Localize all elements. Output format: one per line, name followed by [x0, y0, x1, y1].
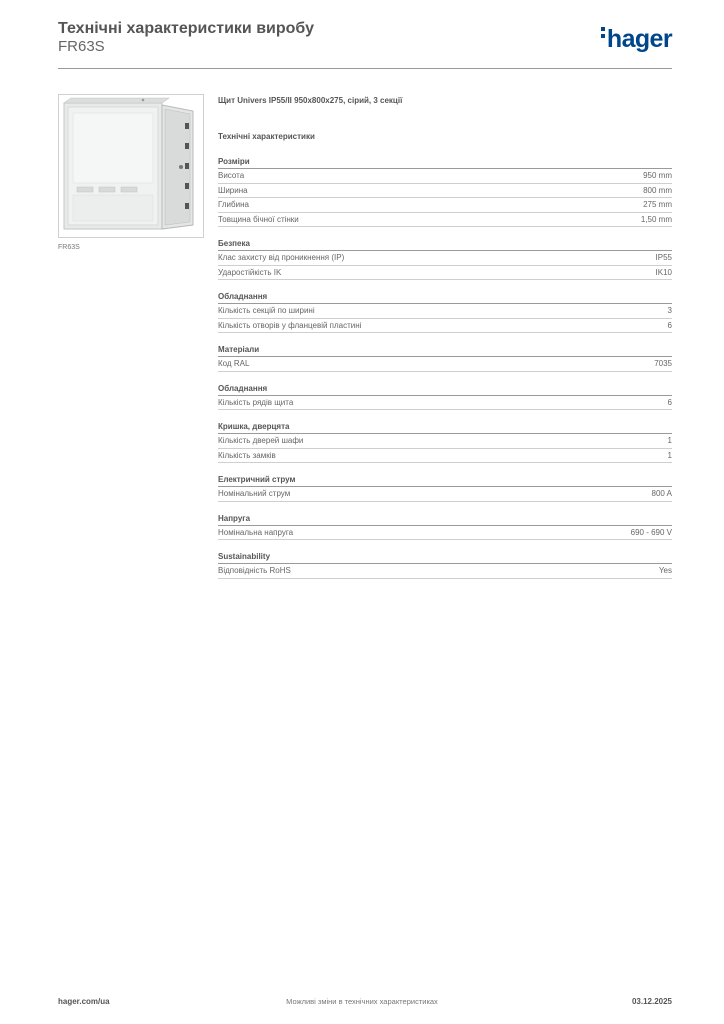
section-title: Обладнання	[218, 384, 672, 396]
spec-label: Глибина	[218, 200, 249, 210]
spec-value: 1	[667, 436, 672, 446]
logo-dots-icon	[601, 27, 605, 41]
spec-row	[218, 434, 672, 449]
spec-section	[218, 157, 672, 227]
section-title: Напруга	[218, 514, 672, 526]
spec-label: Клас захисту від проникнення (IP)	[218, 253, 345, 263]
spec-row	[218, 319, 672, 334]
spec-section	[218, 514, 672, 541]
website-link[interactable]: hager.com/ua	[58, 997, 110, 1006]
spec-row	[218, 487, 672, 502]
spec-section	[218, 292, 672, 333]
spec-section	[218, 475, 672, 502]
product-code: FR63S	[58, 38, 105, 55]
spec-label: Висота	[218, 171, 245, 181]
spec-row	[218, 396, 672, 411]
spec-label: Кількість секцій по ширині	[218, 306, 315, 316]
spec-value: 1	[667, 450, 672, 460]
spec-value: Yes	[658, 566, 672, 576]
spec-section	[218, 422, 672, 463]
spec-section	[218, 384, 672, 411]
section-title: Електричний струм	[218, 475, 672, 487]
spec-row	[218, 564, 672, 579]
spec-row	[218, 266, 672, 281]
spec-row	[218, 357, 672, 372]
spec-label: Кількість рядів щита	[218, 397, 294, 407]
product-image	[58, 94, 204, 238]
hager-logo	[601, 27, 672, 52]
spec-row	[218, 213, 672, 228]
spec-row	[218, 526, 672, 541]
spec-value: 690 - 690 V	[630, 527, 672, 537]
spec-value: IK10	[655, 267, 672, 277]
spec-row	[218, 449, 672, 464]
specifications-heading: Технічні характеристики	[218, 132, 315, 141]
spec-row	[218, 169, 672, 184]
product-name: Щит Univers IP55/II 950x800x275, сірий, 3 секції	[218, 96, 403, 105]
section-title: Розміри	[218, 157, 672, 169]
spec-value: 6	[667, 397, 672, 407]
footer-notice: Можливі зміни в технічних характеристиках	[286, 997, 438, 1006]
cabinet-illustration-icon	[59, 95, 203, 237]
spec-label: Номінальна напруга	[218, 527, 294, 537]
specification-panel	[218, 96, 672, 591]
spec-label: Кількість отворів у фланцевій пластині	[218, 320, 362, 330]
spec-label: Товщина бічної стінки	[218, 214, 299, 224]
image-caption: FR63S	[58, 244, 80, 251]
spec-label: Відповідність RoHS	[218, 566, 291, 576]
spec-value: IP55	[655, 253, 672, 263]
document-date: 03.12.2025	[631, 997, 672, 1006]
spec-label: Номінальний струм	[218, 489, 291, 499]
spec-row	[218, 184, 672, 199]
spec-label: Кількість замків	[218, 450, 276, 460]
logo-text: hager	[606, 25, 672, 53]
spec-section	[218, 239, 672, 280]
spec-value: 1,50 mm	[640, 214, 672, 224]
spec-value: 275 mm	[643, 200, 672, 210]
spec-label: Ударостійкість IK	[218, 267, 282, 277]
section-title: Матеріали	[218, 345, 672, 357]
section-title: Обладнання	[218, 292, 672, 304]
spec-label: Код RAL	[218, 359, 250, 369]
spec-row	[218, 198, 672, 213]
spec-row	[218, 251, 672, 266]
spec-value: 800 mm	[643, 185, 672, 195]
spec-value: 6	[667, 320, 672, 330]
page-title: Технічні характеристики виробу	[58, 20, 314, 37]
section-title: Безпека	[218, 239, 672, 251]
spec-section	[218, 552, 672, 579]
section-title: Кришка, дверцята	[218, 422, 672, 434]
spec-value: 950 mm	[643, 171, 672, 181]
spec-row	[218, 304, 672, 319]
spec-label: Ширина	[218, 185, 248, 195]
header-divider	[58, 68, 672, 69]
section-title: Sustainability	[218, 552, 672, 564]
spec-value: 3	[667, 306, 672, 316]
spec-label: Кількість дверей шафи	[218, 436, 304, 446]
spec-section	[218, 345, 672, 372]
spec-value: 7035	[654, 359, 672, 369]
spec-value: 800 A	[651, 489, 672, 499]
